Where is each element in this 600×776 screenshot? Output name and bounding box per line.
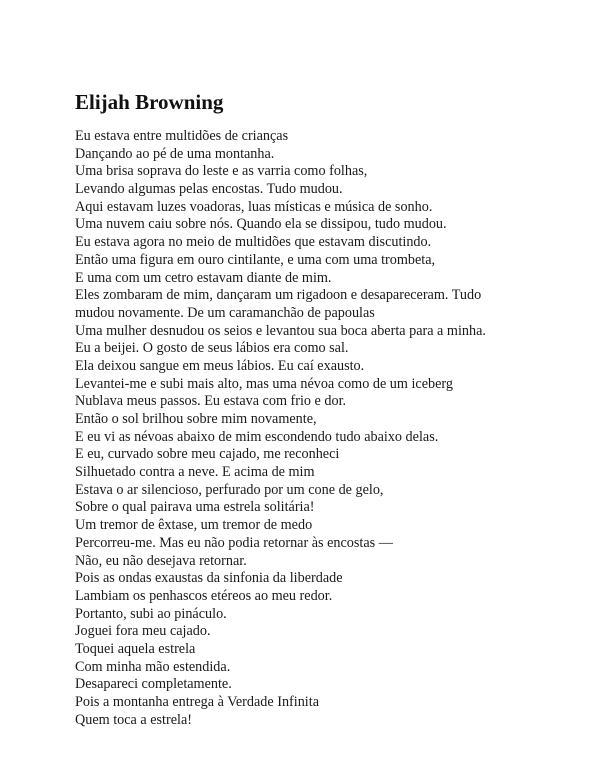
poem-line: Levando algumas pelas encostas. Tudo mudou. (75, 181, 343, 198)
poem-line: Desapareci completamente. (75, 676, 232, 693)
poem-line: Levantei-me e subi mais alto, mas uma névoa como de um iceberg (75, 375, 453, 392)
poem-line: Aqui estavam luzes voadoras, luas místicas e música de sonho. (75, 198, 433, 215)
poem-line: Eu estava entre multidões de crianças (75, 128, 289, 144)
poem-line: Uma mulher desnudou os seios e levantou sua boca aberta para a minha. (75, 322, 486, 339)
poem-line: E eu, curvado sobre meu cajado, me reconheci (75, 446, 340, 463)
poem-title: Elijah Browning (75, 90, 224, 114)
poem-line: Joguei fora meu cajado. (75, 623, 211, 640)
poem-line: E uma com um cetro estavam diante de mim. (75, 269, 332, 286)
poem-line: Eu estava agora no meio de multidões que estavam discutindo. (75, 234, 432, 251)
poem-body (75, 128, 486, 729)
poem-line: Sobre o qual pairava uma estrela solitária! (75, 499, 315, 516)
poem-line: Então uma figura em ouro cintilante, e uma com uma trombeta, (75, 251, 436, 268)
poem-line: Eles zombaram de mim, dançaram um rigadoon e desapareceram. Tudo (75, 287, 482, 304)
poem-line: Nublava meus passos. Eu estava com frio e dor. (75, 393, 347, 410)
poem-line: E eu vi as névoas abaixo de mim escondendo tudo abaixo delas. (75, 428, 439, 445)
poem-line: Silhuetado contra a neve. E acima de mim (75, 464, 315, 481)
poem-line: Toquei aquela estrela (75, 640, 196, 657)
poem-line: mudou novamente. De um caramanchão de papoulas (75, 304, 375, 321)
poem-line: Com minha mão estendida. (75, 658, 231, 675)
poem-line: Pois as ondas exaustas da sinfonia da liberdade (75, 570, 343, 587)
poem-line: Ela deixou sangue em meus lábios. Eu caí exausto. (75, 357, 365, 374)
poem-line: Quem toca a estrela! (75, 711, 192, 728)
poem-line: Portanto, subi ao pináculo. (75, 605, 227, 622)
poem-line: Uma nuvem caiu sobre nós. Quando ela se dissipou, tudo mudou. (75, 216, 447, 233)
poem-line: Não, eu não desejava retornar. (75, 552, 247, 569)
poem-line: Lambiam os penhascos etéreos ao meu redor. (75, 587, 333, 604)
poem-line: Estava o ar silencioso, perfurado por um cone de gelo, (75, 481, 384, 498)
poem-line: Percorreu-me. Mas eu não podia retornar às encostas — (75, 534, 393, 551)
poem-line: Pois a montanha entrega à Verdade Infinita (75, 694, 319, 710)
poem-line: Um tremor de êxtase, um tremor de medo (75, 517, 313, 534)
poem-line: Então o sol brilhou sobre mim novamente, (75, 411, 317, 427)
poem-line: Uma brisa soprava do leste e as varria como folhas, (75, 163, 368, 180)
poem-line: Eu a beijei. O gosto de seus lábios era como sal. (75, 340, 349, 357)
poem-line: Dançando ao pé de uma montanha. (75, 145, 275, 162)
